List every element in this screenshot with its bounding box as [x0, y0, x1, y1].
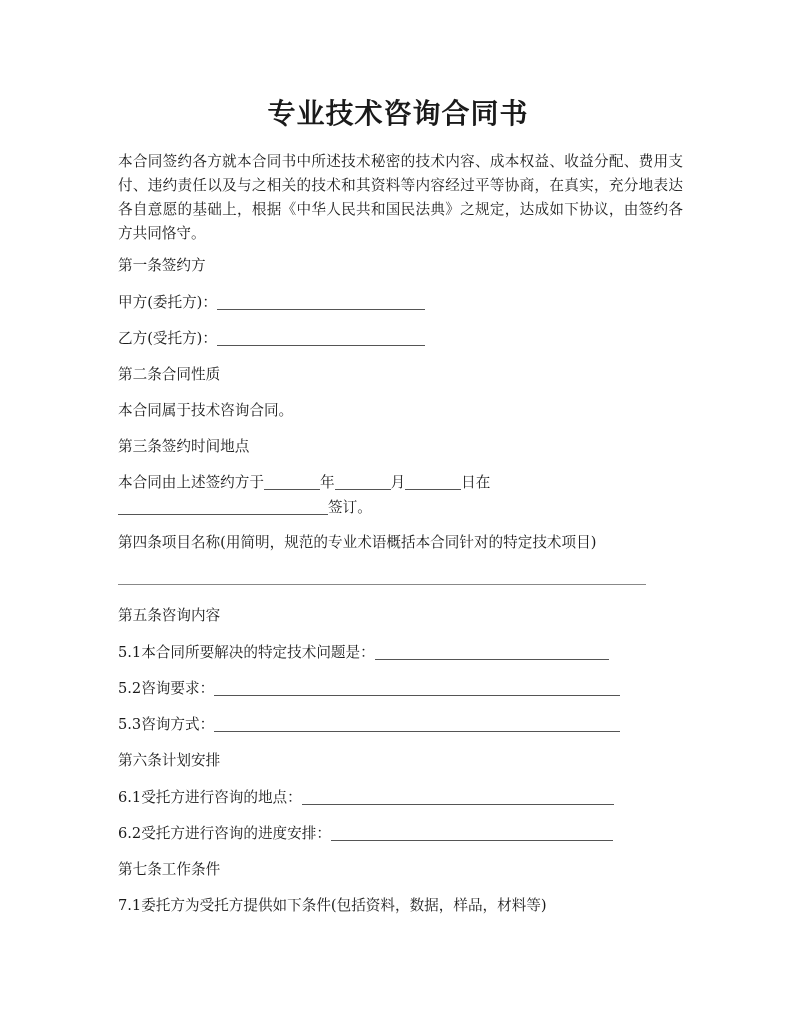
- project-name-blank[interactable]: [118, 584, 646, 585]
- party-b-line: [118, 327, 683, 351]
- article5-item2-line: [118, 677, 683, 701]
- day-blank[interactable]: [405, 474, 461, 490]
- signed-label: 签订。: [328, 499, 372, 516]
- article7-heading: 第七条工作条件: [118, 861, 221, 878]
- article1-heading: 第一条签约方: [118, 257, 206, 274]
- party-a-blank[interactable]: [217, 294, 425, 310]
- article5-heading: 第五条咨询内容: [118, 607, 221, 624]
- month-blank[interactable]: [335, 474, 391, 490]
- article6-item1-line: [118, 786, 683, 810]
- party-a-label: 甲方(委托方)：: [118, 294, 217, 311]
- article5-item2-blank[interactable]: [214, 680, 620, 696]
- party-a-line: [118, 291, 683, 315]
- day-label: 日在: [461, 474, 491, 491]
- article6-item2-blank[interactable]: [331, 825, 613, 841]
- document-title: 专业技术咨询合同书: [267, 97, 529, 130]
- article6-item2-label: 6.2受托方进行咨询的进度安排：: [118, 825, 331, 842]
- party-b-blank[interactable]: [217, 330, 425, 346]
- article4-heading: 第四条项目名称(用简明，规范的专业术语概括本合同针对的特定技术项目): [118, 534, 597, 551]
- place-blank[interactable]: [118, 499, 328, 515]
- article7-item1: 7.1委托方为受托方提供如下条件(包括资料，数据，样品，材料等): [118, 897, 547, 914]
- article5-item3-label: 5.3咨询方式：: [118, 716, 215, 733]
- article6-heading: 第六条计划安排: [118, 752, 221, 769]
- party-b-label: 乙方(受托方)：: [118, 330, 217, 347]
- intro-paragraph: 本合同签约各方就本合同书中所述技术秘密的技术内容、成本权益、收益分配、费用支付、违约责任以及与之相关的技术和其资料等内容经过平等协商，在真实，充分地表达各自意愿的基础上，根据《中华人民共和国民法典》之规定，达成如下协议，由签约各方共同恪守。: [118, 153, 683, 242]
- article2-text: 本合同属于技术咨询合同。: [118, 402, 294, 419]
- article3-heading: 第三条签约时间地点: [118, 438, 250, 455]
- article6-item2-line: [118, 822, 683, 846]
- article6-item1-label: 6.1受托方进行咨询的地点：: [118, 789, 302, 806]
- article3-prefix: 本合同由上述签约方于: [118, 474, 264, 491]
- year-label: 年: [319, 474, 335, 491]
- article5-item3-line: [118, 713, 683, 737]
- article3-date-line: [118, 471, 683, 495]
- article5-item1-blank[interactable]: [375, 644, 609, 660]
- article5-item2-label: 5.2咨询要求：: [118, 680, 215, 697]
- article5-item3-blank[interactable]: [214, 716, 620, 732]
- article6-item1-blank[interactable]: [302, 789, 614, 805]
- article5-item1-label: 5.1本合同所要解决的特定技术问题是：: [118, 644, 375, 661]
- article2-heading: 第二条合同性质: [118, 366, 221, 383]
- month-label: 月: [390, 474, 406, 491]
- article5-item1-line: [118, 641, 683, 665]
- article3-place-line: [118, 496, 683, 520]
- year-blank[interactable]: [264, 474, 320, 490]
